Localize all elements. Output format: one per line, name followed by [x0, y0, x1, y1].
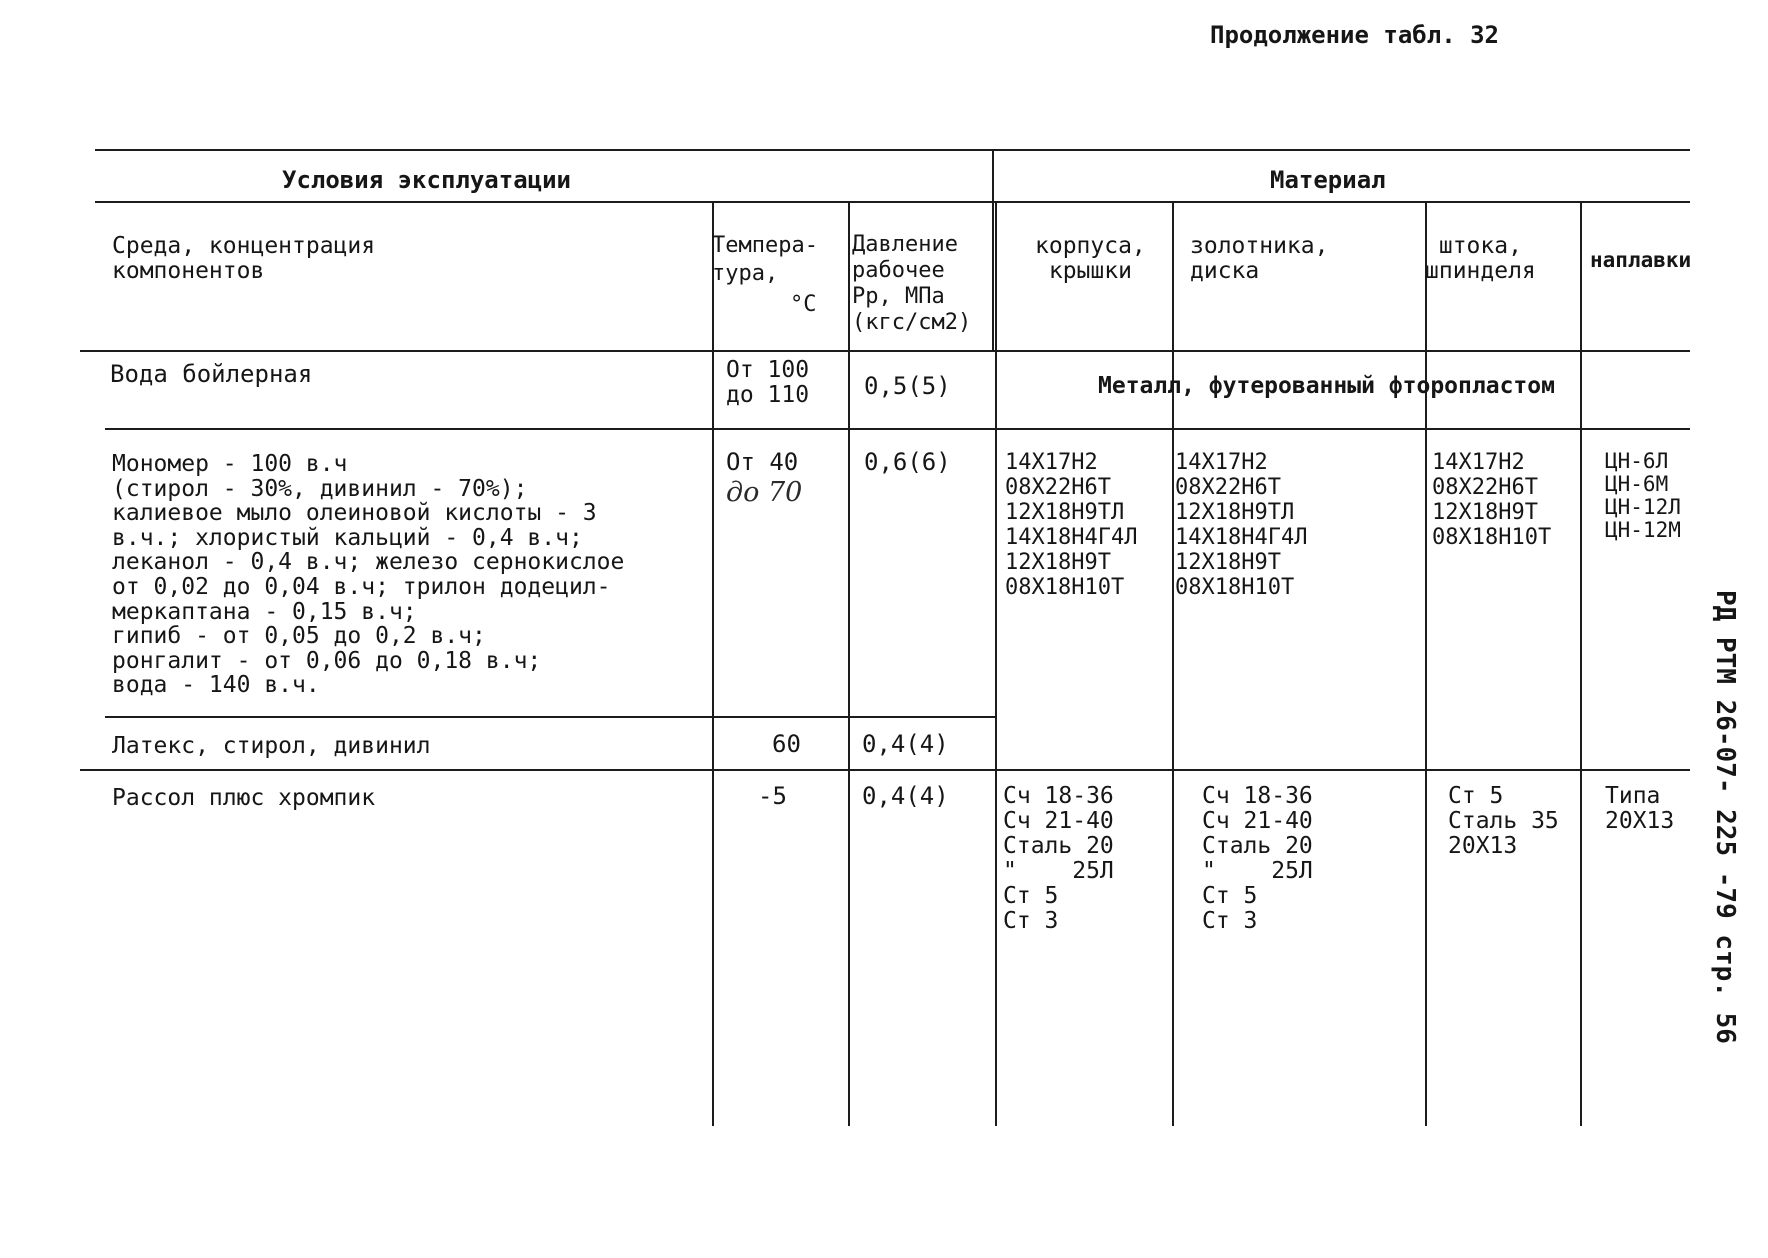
row2-pressure: 0,6(6) [864, 448, 951, 476]
col-divider-body-disc [1172, 201, 1174, 1126]
col-divider-medium-temp [712, 201, 714, 1126]
header-overlay: наплавки [1590, 248, 1692, 272]
header-bottom-divider [80, 350, 1690, 352]
row4-stem: Ст 5 Сталь 35 20Х13 [1448, 783, 1559, 859]
header-group-divider [95, 201, 1690, 203]
col-divider-temp-pressure [848, 201, 850, 1126]
row3-temperature: 60 [772, 730, 801, 758]
document-side-code: РД РТМ 26-07- 225 -79 стр. 56 [1710, 590, 1740, 1044]
row4-overlay: Типа 20Х13 [1605, 783, 1675, 834]
col-divider-pressure-body [995, 201, 997, 1126]
row4-pressure: 0,4(4) [862, 782, 949, 810]
row2-medium: Мономер - 100 в.ч (стирол - 30%, дивинил - 70%); калиевое мыло олеиновой кислоты - 3 в.ч.; хлористый кальций - 0,4 в.ч; леканол - 0,4 в.ч; железо сернокислое от 0,02 до 0,04 в.ч; трилон додецил- меркаптана - 0,15 в.ч; гипиб - от 0,05 до 0,2 в.ч; ронгалит - от 0,06 до 0,18 в.ч; вода - 140 в.ч. [112, 451, 625, 699]
header-material: Материал [1270, 166, 1386, 194]
row3-pressure: 0,4(4) [862, 730, 949, 758]
header-temperature: Темпера- тура, [712, 233, 818, 286]
row1-temperature: От 100 до 110 [726, 357, 810, 408]
col-divider-stem-overlay [1580, 201, 1582, 1126]
row-divider-2 [105, 716, 995, 718]
row2-temperature: От 40 [726, 448, 799, 476]
header-disc: золотника, диска [1190, 233, 1329, 284]
row4-temperature: -5 [758, 782, 787, 810]
row2-body: 14Х17Н2 08Х22Н6Т 12Х18Н9ТЛ 14Х18Н4Г4Л 12Х18Н9Т 08Х18Н10Т [1005, 450, 1138, 600]
row4-body: Сч 18-36 Сч 21-40 Сталь 20 " 25Л Ст 5 Ст 3 [1003, 783, 1114, 934]
table-top-border [95, 149, 1690, 151]
header-medium: Среда, концентрация компонентов [112, 233, 376, 284]
row-divider-1 [105, 428, 1690, 430]
row2-stem: 14Х17Н2 08Х22Н6Т 12Х18Н9Т 08Х18Н10Т [1432, 450, 1552, 550]
row4-disc: Сч 18-36 Сч 21-40 Сталь 20 " 25Л Ст 5 Ст 3 [1202, 783, 1313, 934]
header-stem: штока, шпинделя [1425, 233, 1536, 284]
header-pressure: Давление рабочее Рр, МПа (кгс/см2) [852, 232, 972, 335]
header-body: корпуса, крышки [1035, 233, 1146, 284]
row4-medium: Рассол плюс хромпик [112, 785, 376, 811]
row1-material-span: Металл, футерованный фторопластом [1098, 373, 1555, 399]
row3-medium: Латекс, стирол, дивинил [112, 733, 431, 759]
header-conditions: Условия эксплуатации [282, 166, 571, 194]
row1-medium: Вода бойлерная [110, 360, 313, 388]
row-divider-3 [80, 769, 1690, 771]
row2-disc: 14Х17Н2 08Х22Н6Т 12Х18Н9ТЛ 14Х18Н4Г4Л 12Х18Н9Т 08Х18Н10Т [1175, 450, 1308, 600]
col-divider-disc-stem [1425, 201, 1427, 1126]
table-continuation-note: Продолжение табл. 32 [1210, 21, 1499, 49]
row2-overlay: ЦН-6Л ЦН-6М ЦН-12Л ЦН-12М [1605, 449, 1681, 542]
row1-pressure: 0,5(5) [864, 372, 951, 400]
col-divider-conditions-material [992, 149, 994, 350]
header-temperature-unit: °С [790, 292, 817, 317]
row2-temperature-handwritten: до 70 [726, 477, 803, 508]
